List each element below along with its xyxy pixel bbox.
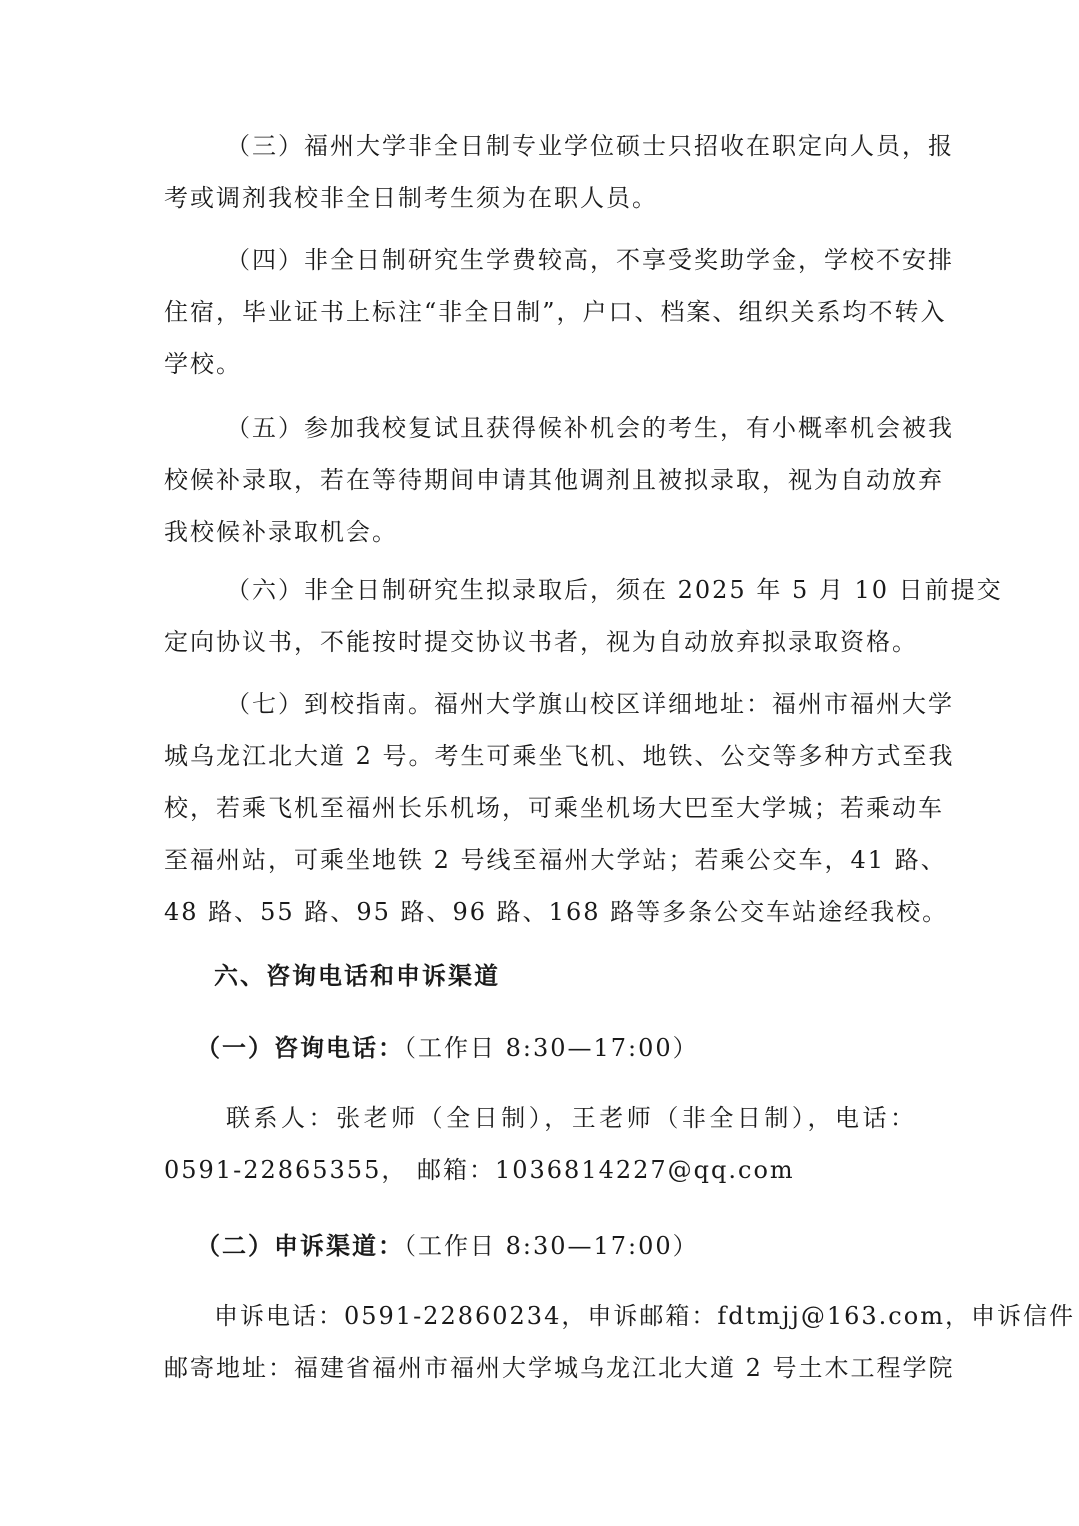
paragraph-line: 定向协议书，不能按时提交协议书者，视为自动放弃拟录取资格。: [164, 628, 918, 656]
complaint-contact: [164, 1290, 1075, 1394]
paragraph-line: 校，若乘飞机至福州长乐机场，可乘坐机场大巴至大学城；若乘动车: [164, 794, 944, 822]
section-heading: 六、咨询电话和申诉渠道: [214, 961, 500, 990]
complaint-heading: [196, 1220, 699, 1272]
paragraph-line: （五）参加我校复试且获得候补机会的考生，有小概率机会被我: [226, 414, 954, 442]
paragraph-line: 邮寄地址：福建省福州市福州大学城乌龙江北大道 2 号土木工程学院: [164, 1354, 955, 1382]
paragraph-item-6: [164, 564, 1003, 668]
paragraph-line: （六）非全日制研究生拟录取后，须在 2025 年 5 月 10 日前提交: [226, 576, 1003, 604]
paragraph-line: 至福州站，可乘坐地铁 2 号线至福州大学站；若乘公交车，41 路、: [164, 846, 947, 874]
paragraph-line: 48 路、55 路、95 路、96 路、168 路等多条公交车站途经我校。: [164, 898, 949, 926]
consult-label: （一）咨询电话：: [196, 1033, 404, 1062]
paragraph-line: 考或调剂我校非全日制考生须为在职人员。: [164, 184, 658, 212]
paragraph-item-3: [164, 120, 954, 224]
complaint-label: （二）申诉渠道：: [196, 1231, 404, 1260]
paragraph-line: 城乌龙江北大道 2 号。考生可乘坐飞机、地铁、公交等多种方式至我: [164, 742, 955, 770]
paragraph-item-7: [164, 678, 955, 938]
paragraph-item-4: [164, 234, 954, 390]
complaint-hours: （工作日 8:30—17:00）: [404, 1232, 699, 1260]
paragraph-line: 申诉电话：0591-22860234，申诉邮箱：fdtmjj@163.com，申诉信件: [214, 1302, 1075, 1330]
paragraph-line: 0591-22865355， 邮箱：1036814227@qq.com: [164, 1156, 795, 1184]
consult-contact: [164, 1092, 916, 1196]
paragraph-line: 我校候补录取机会。: [164, 518, 398, 546]
paragraph-line: 校候补录取，若在等待期间申请其他调剂且被拟录取，视为自动放弃: [164, 466, 944, 494]
paragraph-item-5: [164, 402, 954, 558]
consult-hours: （工作日 8:30—17:00）: [404, 1034, 699, 1062]
paragraph-line: 住宿，毕业证书上标注“非全日制”，户口、档案、组织关系均不转入: [164, 298, 947, 326]
paragraph-line: （七）到校指南。福州大学旗山校区详细地址：福州市福州大学: [226, 690, 954, 718]
paragraph-line: （四）非全日制研究生学费较高，不享受奖助学金，学校不安排: [226, 246, 954, 274]
paragraph-line: 学校。: [164, 350, 242, 378]
paragraph-line: （三）福州大学非全日制专业学位硕士只招收在职定向人员，报: [226, 132, 954, 160]
consult-heading: [196, 1022, 699, 1074]
paragraph-line: 联系人：张老师（全日制），王老师（非全日制），电话：: [226, 1104, 916, 1132]
